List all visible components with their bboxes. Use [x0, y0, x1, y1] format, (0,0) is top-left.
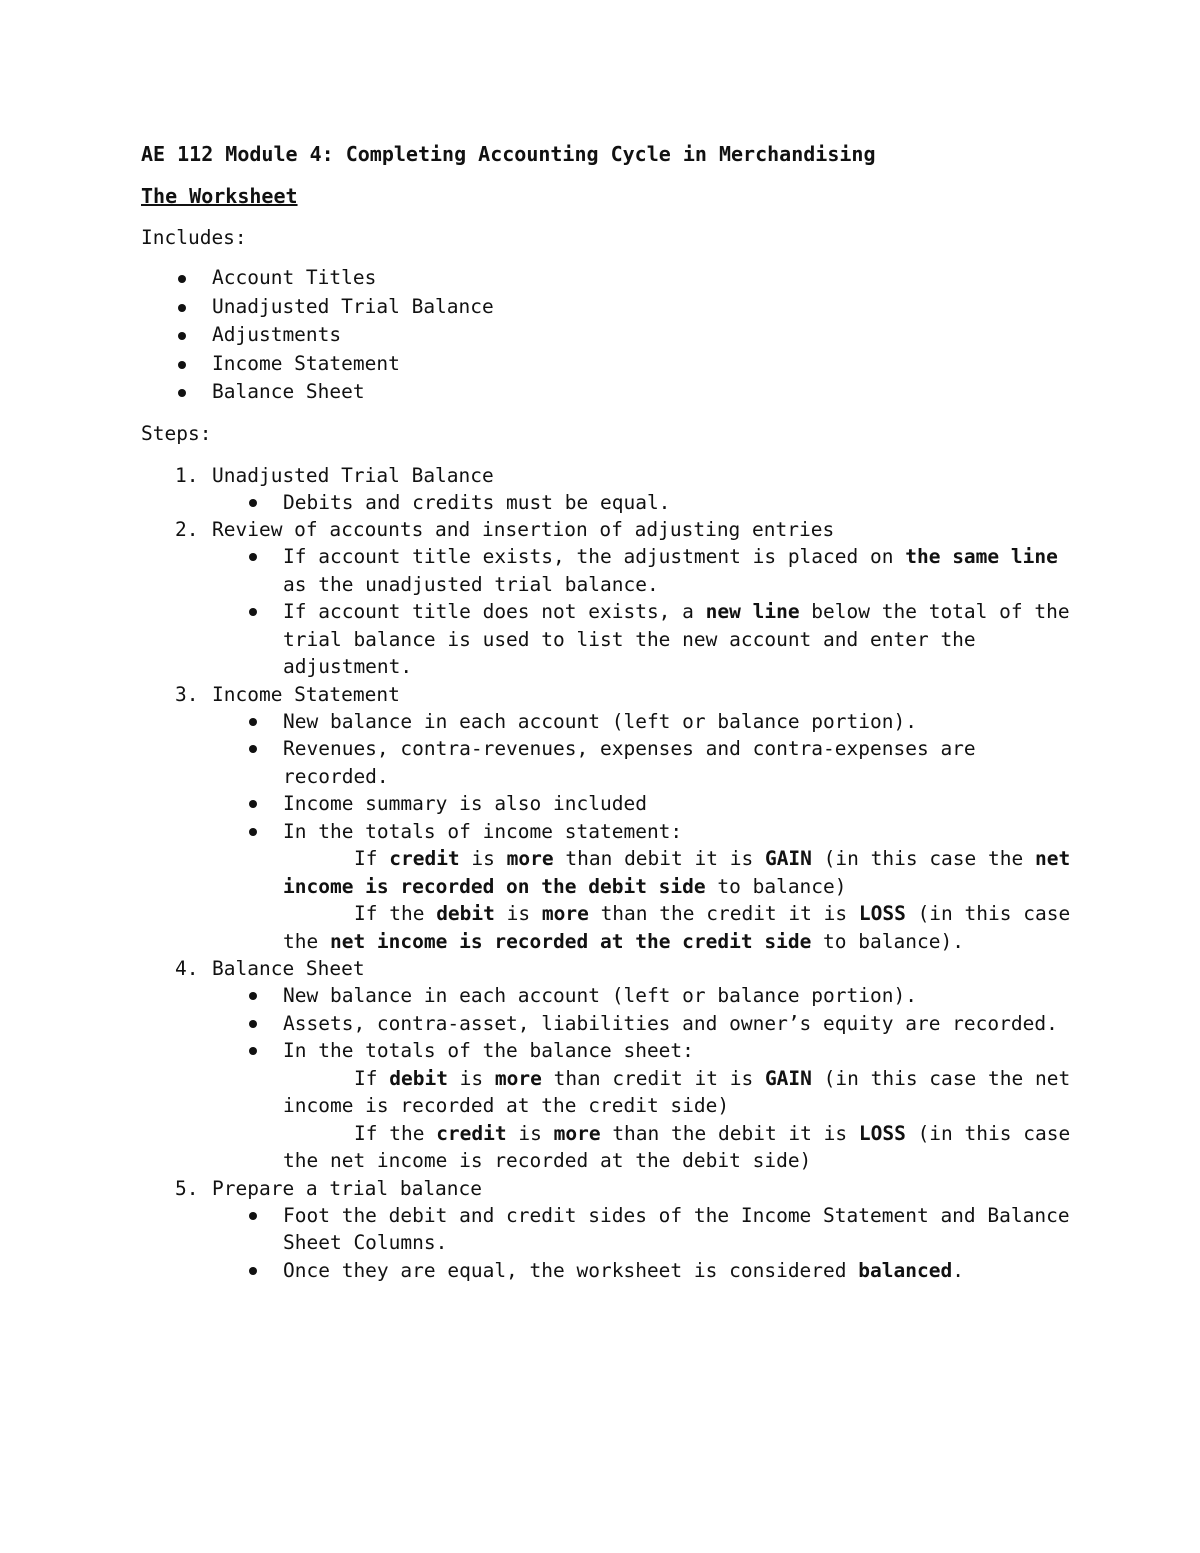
list-item: New balance in each account (left or balance portion). — [212, 982, 1071, 1010]
list-item: Income Statement — [141, 350, 1071, 379]
gain-rule: If debit is more than credit it is GAIN (in this case the net income is recorded at the credit side) — [283, 1066, 1071, 1118]
steps-label: Steps: — [141, 421, 212, 445]
step-bullets — [212, 489, 1071, 517]
step-number: 2. — [175, 518, 199, 542]
step-title: Prepare a trial balance — [212, 1176, 483, 1200]
list-item: New balance in each account (left or balance portion). — [212, 708, 1071, 736]
list-item: Adjustments — [141, 321, 1071, 350]
section-heading: The Worksheet — [141, 184, 298, 208]
step-item — [141, 955, 1071, 1175]
list-item: Foot the debit and credit sides of the Income Statement and Balance Sheet Columns. — [212, 1202, 1071, 1257]
step-bullets — [212, 982, 1071, 1175]
step-title: Unadjusted Trial Balance — [212, 463, 494, 487]
list-item: Unadjusted Trial Balance — [141, 293, 1071, 322]
list-item — [212, 1037, 1071, 1175]
list-item: Assets, contra-asset, liabilities and owner’s equity are recorded. — [212, 1010, 1071, 1038]
step-title: Review of accounts and insertion of adjusting entries — [212, 518, 835, 542]
document-page — [141, 139, 1071, 1284]
includes-list — [141, 264, 1071, 407]
steps-list — [141, 462, 1071, 1285]
list-item: Once they are equal, the worksheet is considered balanced. — [212, 1257, 1071, 1285]
list-item: Income summary is also included — [212, 790, 1071, 818]
list-item: Debits and credits must be equal. — [212, 489, 1071, 517]
list-item: If account title exists, the adjustment is placed on the same line as the unadjusted trial balance. — [212, 543, 1071, 598]
step-item — [141, 462, 1071, 517]
step-number: 3. — [175, 682, 199, 706]
list-item — [212, 818, 1071, 956]
loss-rule: If the credit is more than the debit it is LOSS (in this case the net income is recorded at the debit side) — [283, 1121, 1071, 1173]
list-item: Balance Sheet — [141, 378, 1071, 407]
step-number: 4. — [175, 957, 199, 981]
list-item: If account title does not exists, a new line below the total of the trial balance is used to list the new account and enter the adjustment. — [212, 598, 1071, 681]
document-title: AE 112 Module 4: Completing Accounting Cycle in Merchandising — [141, 142, 876, 166]
step-bullets — [212, 708, 1071, 956]
gain-rule: If credit is more than debit it is GAIN (in this case the net income is recorded on the debit side to balance) — [283, 847, 1071, 898]
step-item — [141, 681, 1071, 956]
step-bullets — [212, 543, 1071, 681]
step-title: Income Statement — [212, 682, 400, 706]
includes-label: Includes: — [141, 226, 247, 249]
list-item-text: In the totals of the balance sheet: — [283, 1039, 694, 1063]
loss-rule: If the debit is more than the credit it is LOSS (in this case the net income is recorded at the credit side to balance). — [283, 902, 1071, 953]
step-title: Balance Sheet — [212, 957, 365, 981]
step-item — [141, 1175, 1071, 1285]
step-item — [141, 516, 1071, 681]
step-number: 1. — [175, 463, 199, 487]
step-bullets — [212, 1202, 1071, 1285]
step-number: 5. — [175, 1176, 199, 1200]
list-item: Revenues, contra-revenues, expenses and contra-expenses are recorded. — [212, 735, 1071, 790]
list-item-text: In the totals of income statement: — [283, 819, 683, 843]
list-item: Account Titles — [141, 264, 1071, 293]
